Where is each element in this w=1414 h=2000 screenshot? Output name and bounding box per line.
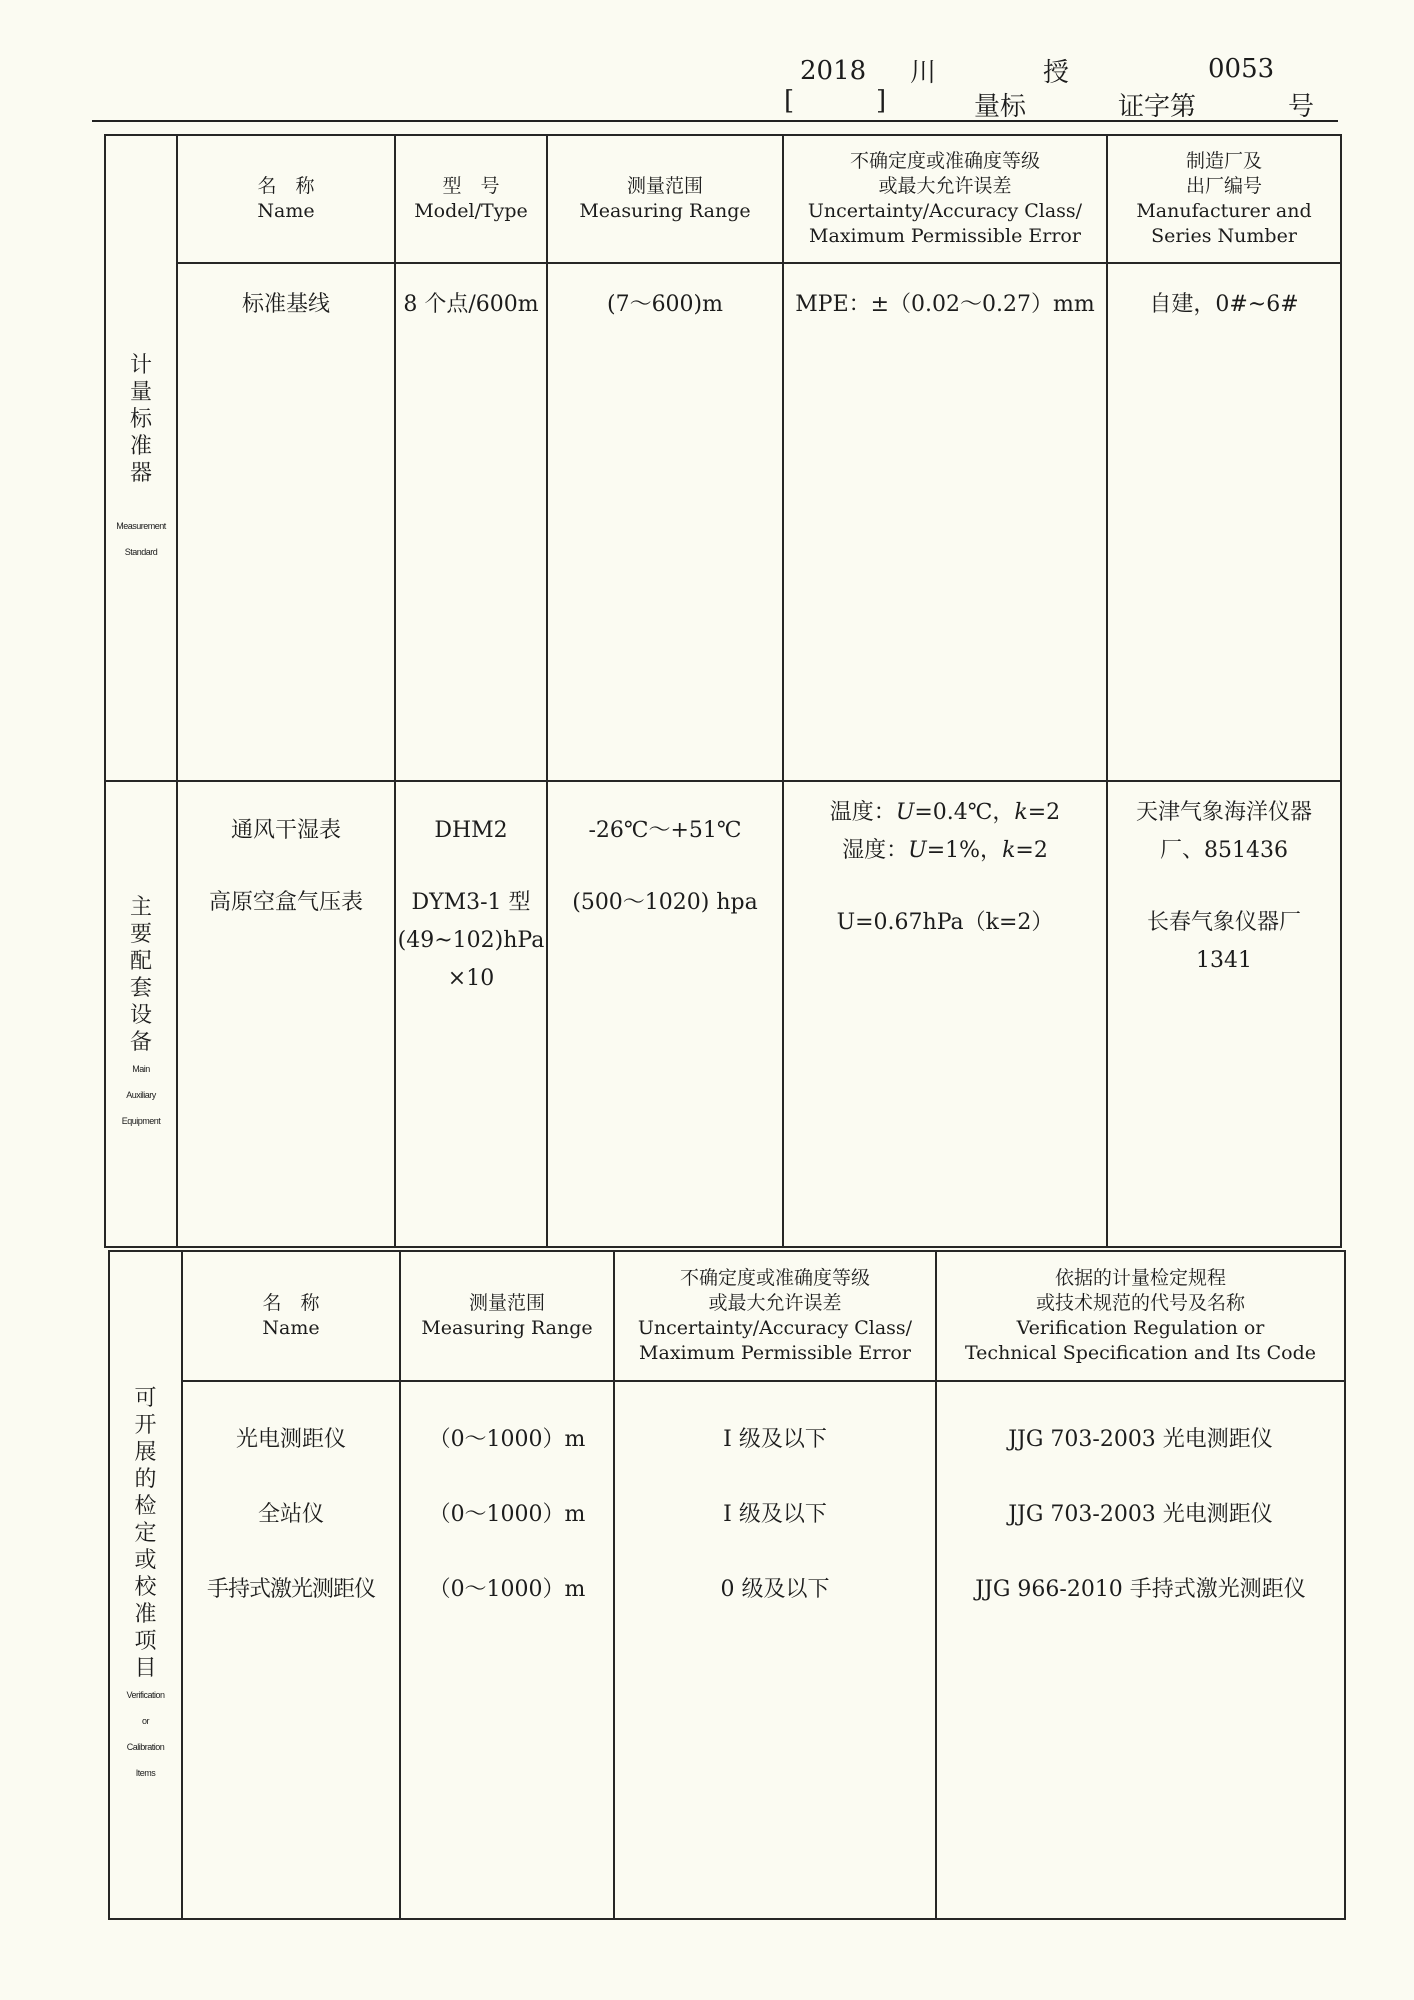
col-header-uncertainty: 不确定度或准确度等级 或最大允许误差 Uncertainty/Accuracy Class/ Maximum Permissible Error: [783, 135, 1107, 263]
header-cert-a: 量标: [974, 92, 1027, 122]
list-item: 全站仪: [257, 1502, 324, 1527]
auxiliary-model-2c: ×10: [447, 966, 495, 991]
list-item: JJG 966-2010 手持式激光测距仪: [975, 1577, 1306, 1602]
standard-mpe: MPE：±（0.02～0.27）mm: [783, 263, 1107, 781]
items-col-header-name: 名 称 Name: [182, 1251, 400, 1381]
auxiliary-mfr-1a: 天津气象海洋仪器: [1135, 800, 1312, 825]
auxiliary-name-1: 通风干湿表: [230, 818, 341, 843]
auxiliary-manufacturers: [1107, 781, 1341, 1247]
standard-section-label: 计 量 标 准 器 Measurement Standard: [105, 135, 177, 781]
col-header-manufacturer: 制造厂及 出厂编号 Manufacturer and Series Number: [1107, 135, 1341, 263]
items-uncertainties: [614, 1381, 936, 1919]
items-table: [108, 1250, 1346, 1920]
items-col-header-uncertainty: 不确定度或准确度等级 或最大允许误差 Uncertainty/Accuracy Class/ Maximum Permissible Error: [614, 1251, 936, 1381]
list-item: （0～1000）m: [428, 1427, 586, 1452]
list-item: 手持式激光测距仪: [206, 1577, 375, 1602]
list-item: （0～1000）m: [428, 1577, 586, 1602]
items-section-label: 可 开 展 的 检 定 或 校 准 项 目 Verification or Calibration Items: [109, 1251, 182, 1919]
items-col-header-regulation: 依据的计量检定规程 或技术规范的代号及名称 Verification Regulation or Technical Specification and Its Code: [936, 1251, 1345, 1381]
header-auth: 授: [1043, 58, 1070, 88]
auxiliary-names: [177, 781, 395, 1247]
items-col-header-range: 测量范围 Measuring Range: [400, 1251, 614, 1381]
auxiliary-models: [395, 781, 547, 1247]
items-regulations: [936, 1381, 1345, 1919]
auxiliary-unc-pressure: U=0.67hPa（k=2）: [836, 910, 1054, 935]
auxiliary-unc-humidity: 湿度：U=1%，k=2: [842, 838, 1048, 863]
standards-table: [104, 134, 1342, 1248]
header-year: 2018: [800, 56, 867, 86]
auxiliary-unc-temp: 温度：U=0.4℃，k=2: [829, 800, 1061, 825]
header-rule: [92, 120, 1338, 122]
header-cert-b: 证字第: [1118, 92, 1197, 122]
auxiliary-mfr-2a: 长春气象仪器厂: [1146, 910, 1301, 935]
list-item: I 级及以下: [723, 1427, 827, 1452]
list-item: JJG 703-2003 光电测距仪: [1008, 1502, 1273, 1527]
header-bracket-open: [: [784, 86, 795, 116]
standard-model: 8 个点/600m: [395, 263, 547, 781]
standard-manufacturer: 自建，0#~6#: [1107, 263, 1341, 781]
auxiliary-section-label: 主 要 配 套 设 备 Main Auxiliary Equipment: [105, 781, 177, 1247]
items-names: [182, 1381, 400, 1919]
col-header-range: 测量范围 Measuring Range: [547, 135, 783, 263]
auxiliary-range-1: -26℃～+51℃: [588, 818, 742, 843]
list-item: 光电测距仪: [235, 1427, 346, 1452]
header-bracket-close: ]: [876, 86, 887, 116]
list-item: JJG 703-2003 光电测距仪: [1008, 1427, 1273, 1452]
auxiliary-range-2: (500～1020) hpa: [572, 890, 758, 915]
header-cert-c: 号: [1288, 92, 1315, 122]
col-header-model: 型 号 Model/Type: [395, 135, 547, 263]
auxiliary-model-2b: (49~102)hPa: [397, 928, 545, 953]
standard-range: (7～600)m: [547, 263, 783, 781]
auxiliary-mfr-2b: 1341: [1196, 948, 1252, 973]
auxiliary-model-2a: DYM3-1 型: [411, 890, 531, 915]
header-province: 川: [910, 58, 937, 88]
auxiliary-name-2: 高原空盒气压表: [208, 890, 363, 915]
list-item: （0～1000）m: [428, 1502, 586, 1527]
auxiliary-mfr-1b: 厂、851436: [1160, 838, 1288, 863]
items-ranges: [400, 1381, 614, 1919]
auxiliary-model-1: DHM2: [434, 818, 508, 843]
col-header-name: 名 称 Name: [177, 135, 395, 263]
auxiliary-ranges: [547, 781, 783, 1247]
standard-name: 标准基线: [177, 263, 395, 781]
auxiliary-uncertainties: [783, 781, 1107, 1247]
list-item: I 级及以下: [723, 1502, 827, 1527]
header-number: 0053: [1208, 54, 1275, 84]
list-item: 0 级及以下: [720, 1577, 830, 1602]
